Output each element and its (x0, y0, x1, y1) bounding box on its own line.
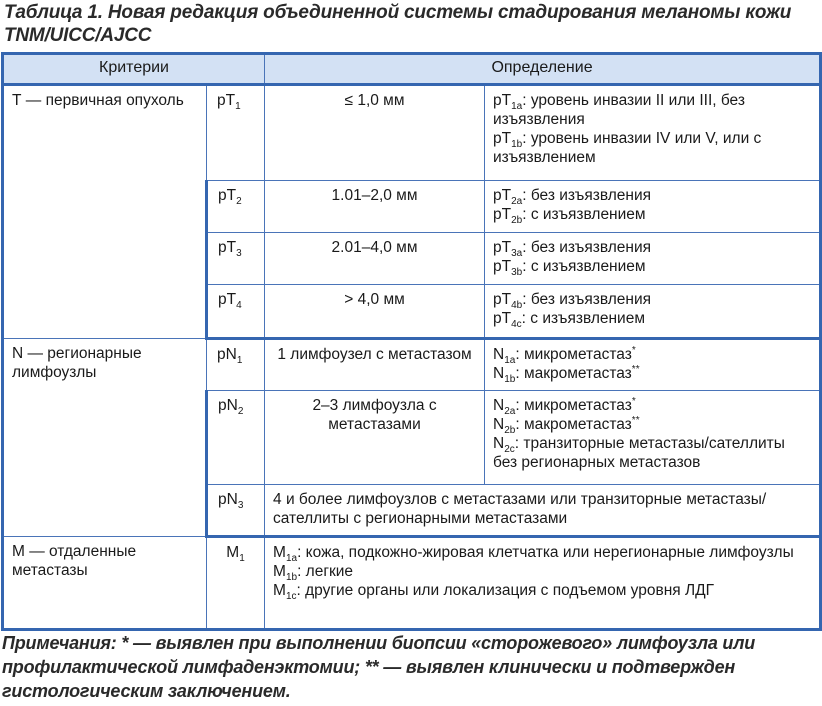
value-pn3: 4 и более лимфоузлов с метастазами или транзиторные метастазы/сателлиты с регионарными метастазами (265, 485, 821, 537)
header-definition: Определение (265, 54, 821, 85)
definition-pt4: $pT_{4b}$: без изъязвления $pT_{4c}$: с изъязвлением (485, 285, 821, 339)
stage-pt4: $pT_4$ (207, 285, 265, 339)
value-pt4: > 4,0 мм (265, 285, 485, 339)
definition-pt1b: $pT_{1b}$: уровень инвазии IV или V, или с изъязвлением (493, 130, 762, 166)
value-pt2: 1.01–2,0 мм (265, 181, 485, 233)
stage-pn3: $pN_3$ (207, 485, 265, 537)
stage-pt1: $pT_1$ (207, 85, 265, 181)
value-pt1: ≤ 1,0 мм (265, 85, 485, 181)
definition-pt1a: $pT_{1a}$: уровень инвазии II или III, без изъязвления (493, 92, 745, 128)
group-m: М — отдаленные метастазы (3, 537, 207, 630)
stage-m1: $M_1$ (207, 537, 265, 630)
staging-table (1, 52, 822, 631)
definition-pn2: $N_{2a}$: микрометастаз* $N_{2b}$: макрометастаз** $N_{2c}$: транзиторные метастазы/сателлиты без регионарных метастазов (485, 391, 821, 485)
stage-pn1: $pN_1$ (207, 339, 265, 391)
group-t: Т — первичная опухоль (3, 85, 207, 339)
definition-pt2: $pT_{2a}$: без изъязвления $pT_{2b}$: с изъязвлением (485, 181, 821, 233)
stage-pt2: $pT_2$ (207, 181, 265, 233)
footnote: Примечания: * — выявлен при выполнении биопсии «сторожевого» лимфоузла или профилактической лимфаденэктомии; ** — выявлен клинически и подтвержден гистологическим заключением. (2, 633, 756, 701)
table-row-m1 (3, 537, 821, 630)
stage-pt3: $pT_3$ (207, 233, 265, 285)
definition-pt1 (485, 85, 821, 181)
group-n: N — регионарные лимфоузлы (3, 339, 207, 537)
value-pn1: 1 лимфоузел с метастазом (265, 339, 485, 391)
value-pn2: 2–3 лимфоузла с метастазами (265, 391, 485, 485)
value-pt3: 2.01–4,0 мм (265, 233, 485, 285)
definition-pt3: $pT_{3a}$: без изъязвления $pT_{3b}$: с изъязвлением (485, 233, 821, 285)
stage-pn2: $pN_2$ (207, 391, 265, 485)
definition-m1: $M_{1a}$: кожа, подкожно-жировая клетчатка или нерегионарные лимфоузлы $M_{1b}$: легкие $M_{1c}$: другие органы или локализация с подъемом уровня ЛДГ (265, 537, 821, 630)
definition-pn1: $N_{1a}$: микрометастаз* $N_{1b}$: макрометастаз** (485, 339, 821, 391)
table-row-pt1 (3, 85, 821, 181)
header-row (3, 54, 821, 85)
table-row-pn1 (3, 339, 821, 391)
table-title: Таблица 1. Новая редакция объединенной системы стадирования меланомы кожи TNM/UICC/AJCC (4, 2, 792, 46)
header-criteria: Критерии (3, 54, 265, 85)
